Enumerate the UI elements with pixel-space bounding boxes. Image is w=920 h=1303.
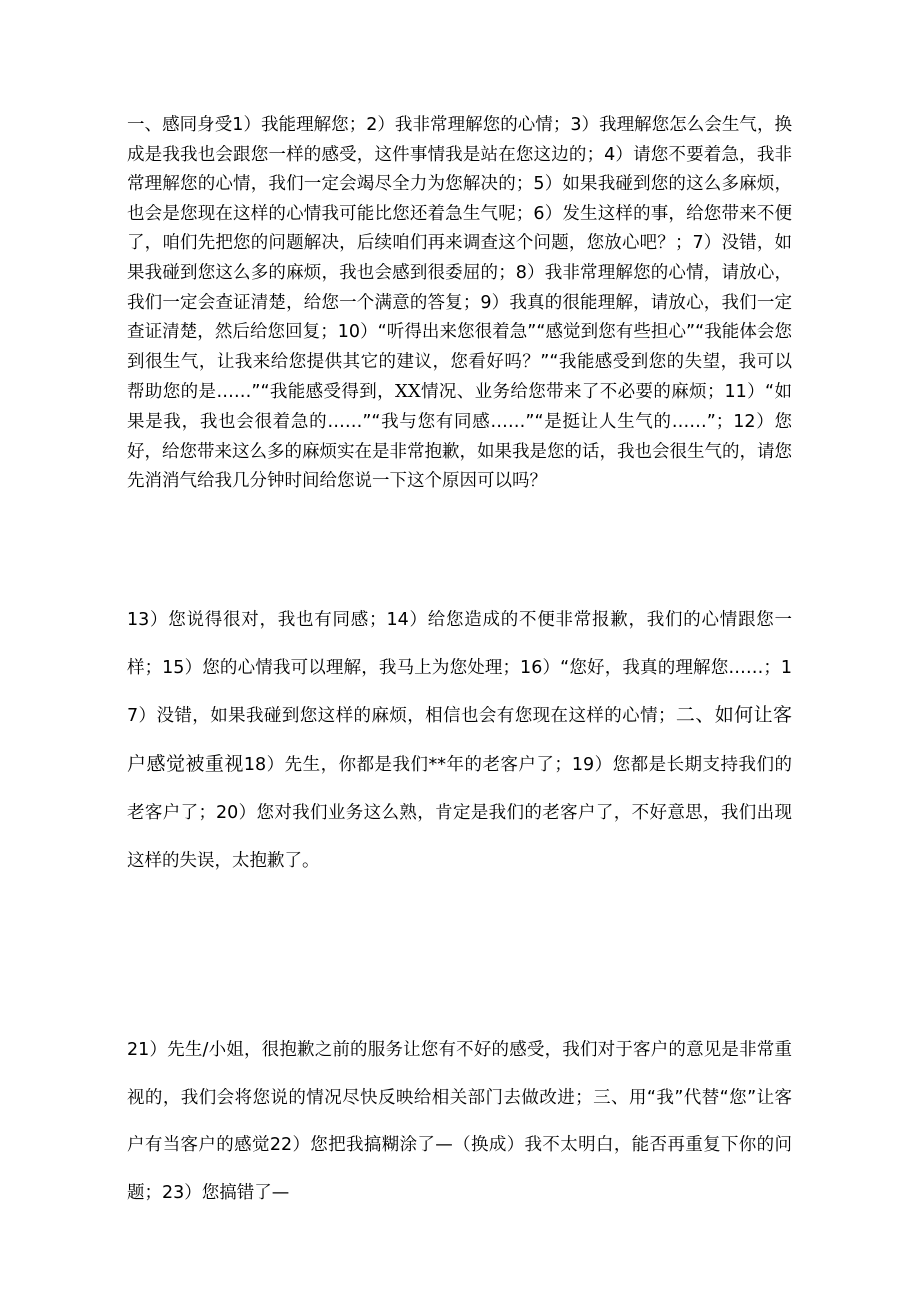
paragraph-apology bbox=[127, 1027, 792, 1218]
paragraph-1-text-a: 1）我能理解您；2）我非常理解您的心情；3）我理解您怎么会生气，换成是我我也会跟您一样的感受，这件事情我是站在您这边的；4）请您不要着急，我非常理解您的心情，我们一定会竭尽全力为您解决的；5）如果我碰到您的这么多麻烦，也会是您现在这样的心情我可能比您还着急生气呢；6）发生这样的事，给您带来不便了，咱们先把您的问题解决，后续咱们再来调查这个问题，您放心吧？；7）没错，如果我碰到您这么多的麻烦，我也会感到很委屈的；8）我非常理解您的心情，请放心，我们一定会查证清楚，给您一个满意的答复；9）我真的很能理解，请放心，我们一定查证清楚，然后给您回复；10）“听得出来您很着急”“感觉到您有些担心”“我能体会您到很生气，让我来给您提供其它的建议，您看好吗？”“我能感受到您的失望，我可以帮助您的是……”“我能感受得到， bbox=[127, 115, 792, 403]
paragraph-empathy bbox=[127, 111, 792, 497]
section-heading-1: 一、感同身受 bbox=[127, 115, 233, 135]
xx-placeholder: XX bbox=[395, 381, 421, 403]
paragraph-1-text-b: 情况、业务给您带来了不必要的麻烦；11）“如果是我，我也会很着急的……”“我与您有同感……”“是挺让人生气的……”；12）您好，给您带来这么多的麻烦实在是非常抱歉，如果我是您的话，我也会很生气的，请您先消消气给我几分钟时间给您说一下这个原因可以吗？ bbox=[127, 382, 792, 492]
paragraph-3-text-a: 21）先生/小姐，很抱歉之前的服务让您有不好的感受，我们对于客户的意见是非常重视的，我们会将您说的情况尽快反映给相关部门去做改进； bbox=[127, 1040, 792, 1108]
paragraph-2-text-a: 13）您说得很对，我也有同感；14）给您造成的不便非常报歉，我们的心情跟您一样；15）您的心情我可以理解，我马上为您处理；16）“您好，我真的理解您……；17）没错，如果我碰到您这样的麻烦，相信也会有您现在这样的心情； bbox=[127, 610, 792, 727]
section-heading-3: 三、用“我”代替“您” bbox=[592, 1087, 757, 1108]
paragraph-2-text-b: 18）先生，你都是我们**年的老客户了；19）您都是长期支持我们的老客户了；20）您对我们业务这么熟，肯定是我们的老客户了，不好意思，我们出现这样的失误，太抱歉了。 bbox=[127, 755, 792, 871]
paragraph-3-text-b: 让客户有当客户的感觉22）您把我搞糊涂了—（换成）我不太明白，能否再重复下你的问题；23）您搞错了— bbox=[127, 1087, 793, 1204]
section-heading-2: 二、如何让客户感觉被重视 bbox=[127, 704, 792, 776]
paragraph-agreement bbox=[127, 597, 792, 885]
